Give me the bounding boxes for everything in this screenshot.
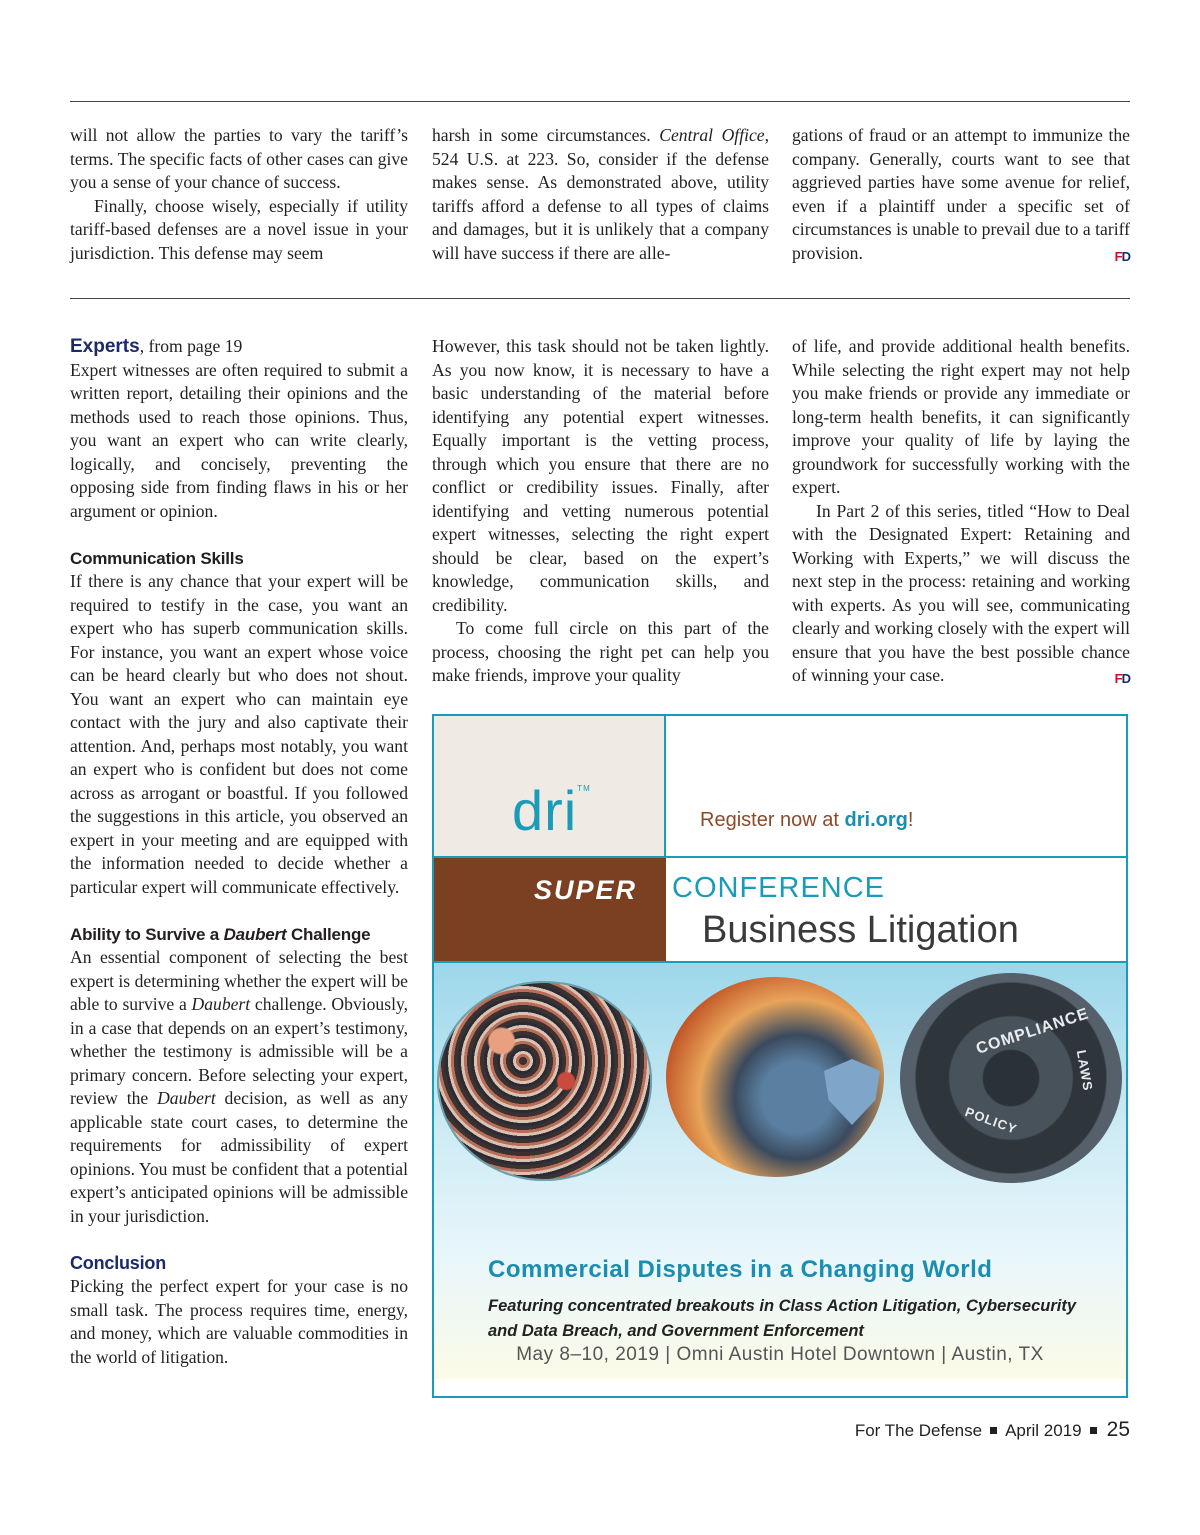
super-label: SUPER (534, 875, 638, 905)
fd-end-mark-icon: FD (1114, 671, 1130, 686)
paragraph (70, 335, 408, 359)
paragraph: An essential component of selecting the best expert is determining whether the expert will be able to survive a Daubert challenge. Obviously, in a case that depends on an expert’s testimony, whether the testimony is admissible will be a primary concern. Before selecting your expert, review the Daubert decision, as well as any applicable state court cases, to determine the requirements for admissibility of expert opinions. You must be confident that a potential expert’s anticipated opinions will be admissible in your jurisdiction. (70, 947, 409, 1226)
paragraph: However, this task should not be taken lightly. As you now know, it is necessary to have a basic understanding of the material before identifying any potential expert witnesses. Equally important is the vetting process, through which you ensure that there are no conflict or credibility issues. Finally, after identifying and vetting numerous potential expert witnesses, selecting the right expert should be clear, based on the expert’s knowledge, communication skills, and credibility. (432, 336, 769, 615)
paragraph: will not allow the parties to vary the tariff’s terms. The specific facts of other cases can give you a sense of your chance of success. (70, 125, 408, 192)
section-kicker: Experts (70, 336, 140, 357)
fd-end-mark-icon: FD (1114, 248, 1130, 264)
paragraph: Expert witnesses are often required to submit a written report, detailing their opinions and the methods used to reach those opinions. Thus, you want an expert who can write clearly, logically, and concisely, preventing the opposing side from finding flaws in his or her argument or opinion. (70, 359, 408, 521)
page-footer (855, 1418, 1130, 1442)
conference-label: CONFERENCE (672, 872, 886, 904)
article-column-1 (70, 335, 408, 1369)
subhead-communication-skills: Communication Skills (70, 549, 244, 568)
wheel-label: COMPLIANCE (974, 1005, 1092, 1058)
continued-from: , from page 19 (139, 336, 243, 356)
conference-title: Business Litigation (702, 909, 1019, 951)
text: harsh in some circumstances. (432, 125, 660, 145)
dri-logo: dri™ (512, 779, 591, 842)
subhead-conclusion: Conclusion (70, 1253, 166, 1273)
article-column-3 (792, 335, 1130, 691)
register-link[interactable]: Register now at dri.org! (700, 809, 914, 831)
paragraph (792, 124, 1130, 265)
brown-panel (434, 858, 666, 961)
issue-date: April 2019 (1005, 1421, 1082, 1440)
top-column-3 (792, 124, 1130, 268)
wheel-label: POLICY (963, 1104, 1020, 1137)
subhead-daubert: Ability to Survive a Daubert Challenge (70, 925, 371, 944)
page-number: 25 (1106, 1418, 1130, 1441)
text: , 524 U.S. at 223. So, consider if the defense makes sense. As demonstrated above, utility tariffs afford a defense to all types of claims and damages, but it is unlikely that a company will have success if there are alle- (432, 125, 769, 263)
article-column-2 (432, 335, 769, 688)
paragraph: To come full circle on this part of the process, choosing the right pet can help you make friends, improve your quality (432, 618, 769, 685)
dri-conference-ad[interactable] (432, 714, 1128, 1398)
event-dateline: May 8–10, 2019 | Omni Austin Hotel Downtown | Austin, TX (516, 1344, 1044, 1365)
top-column-2 (432, 124, 769, 265)
text: gations of fraud or an attempt to immunize the company. Generally, courts want to see that aggrieved parties have some avenue for relief, even if a plaintiff under a specific set of circumstances is unable to prevail due to a tariff provision. (792, 125, 1130, 263)
wheel-label: LAWS (1073, 1048, 1096, 1093)
paragraph (432, 124, 769, 265)
publication-name: For The Defense (854, 1421, 983, 1440)
ad-tagline: Commercial Disputes in a Changing World (488, 1256, 993, 1283)
paragraph: In Part 2 of this series, titled “How to Deal with the Designated Expert: Retaining and Working with Experts,” we will discuss the next step in the process: retaining and working with experts. As you will see, communicating clearly and working closely with the expert will ensure that you have the best possible chance of winning your case. FD (792, 500, 1130, 688)
paragraph: of life, and provide additional health benefits. While selecting the right expert may not help you make friends or provide any immediate or long-term health benefits, it can significantly improve your quality of life by laying the groundwork for successfully working with the expert. (792, 336, 1130, 497)
top-column-1 (70, 124, 408, 265)
ad-featuring-text: Featuring concentrated breakouts in Class Action Litigation, Cybersecurity and Data Breach, and Government Enforcement (488, 1297, 1077, 1340)
top-rule (70, 101, 1130, 102)
crowd-image (437, 981, 652, 1181)
case-citation: Central Office (659, 125, 765, 145)
paragraph: Finally, choose wisely, especially if utility tariff-based defenses are a novel issue in your jurisdiction. This defense may seem (70, 195, 408, 263)
paragraph: Picking the perfect expert for your case is no small task. The process requires time, energy, and money, which are valuable commodities in the world of litigation. (70, 1276, 408, 1367)
section-rule (70, 298, 1130, 299)
paragraph: If there is any chance that your expert will be required to testify in the case, you want an expert who has superb communication skills. For instance, you want an expert whose voice can be heard clearly but who does not shout. You want an expert who can maintain eye contact with the jury and also captivate their attention. And, perhaps most notably, you want an expert who is confident but does not come across as arrogant or boastful. If you followed the suggestions in this article, you observed an expert in your meeting and are equipped with the information needed to decide whether a particular expert will communicate effectively. (70, 571, 408, 897)
